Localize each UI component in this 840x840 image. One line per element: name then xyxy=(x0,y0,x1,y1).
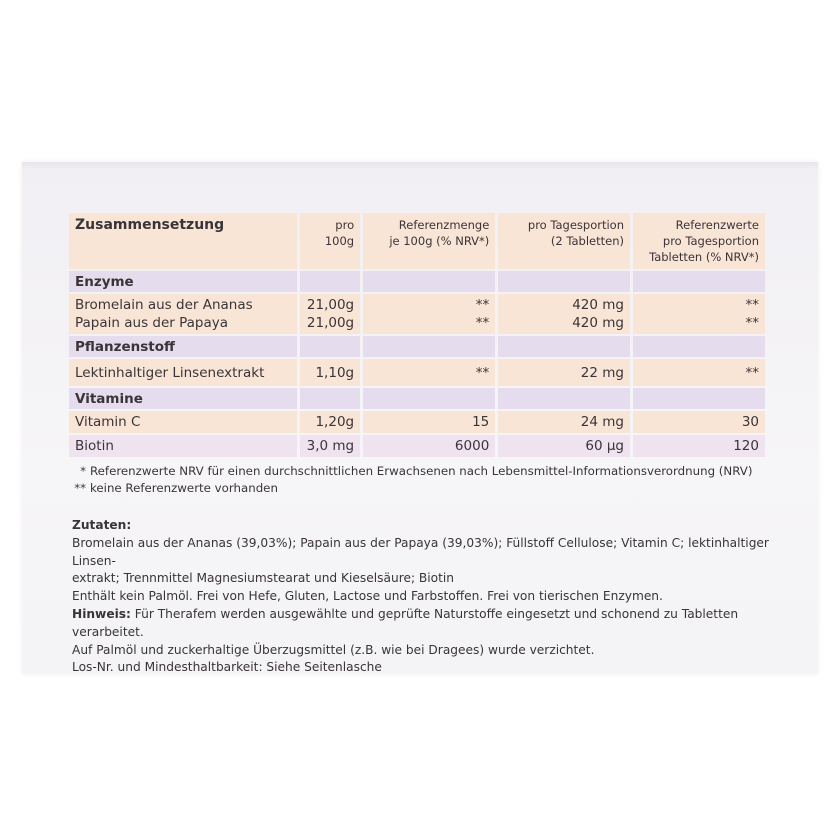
footnote-text-no-reference: keine Referenzwerte vorhanden xyxy=(90,481,278,495)
header-referenzwerte: Referenzwerte pro Tagesportion Tabletten (% NRV*) xyxy=(633,213,765,269)
cell-enzyme-names: Bromelain aus der Ananas Papain aus der Papaya xyxy=(69,294,297,334)
table-row-vitamin-c xyxy=(69,411,765,433)
cell-enzyme-refdaily: ** ** xyxy=(633,294,765,334)
cell-lektin-per100: 1,10g xyxy=(300,359,360,386)
hint-line xyxy=(72,606,792,642)
header-pro-tagesportion: pro Tagesportion (2 Tabletten) xyxy=(498,213,630,269)
table-header-row xyxy=(69,213,765,269)
footnote-text-nrv: Referenzwerte NRV für einen durchschnittlichen Erwachsenen nach Lebensmittel-Informationsverordnung (NRV) xyxy=(90,464,753,478)
header-referenzmenge: Referenzmenge je 100g (% NRV*) xyxy=(363,213,495,269)
cell-lektin-ref100: ** xyxy=(363,359,495,386)
cell-vitc-ref100: 15 xyxy=(363,411,495,433)
footnote-nrv xyxy=(66,463,752,480)
cell-biotin-name: Biotin xyxy=(69,435,297,457)
cell-biotin-daily: 60 µg xyxy=(498,435,630,457)
ingredients-line-1: Bromelain aus der Ananas (39,03%); Papain aus der Papaya (39,03%); Füllstoff Cellulose; Vitamin C; lektinhaltiger Linsen- xyxy=(72,535,769,568)
cell-lektin-daily: 22 mg xyxy=(498,359,630,386)
cell-lektin-refdaily: ** xyxy=(633,359,765,386)
table-row-enzyme-values xyxy=(69,294,765,334)
table-row-lektin xyxy=(69,359,765,386)
ingredients-line-6: Los-Nr. und Mindesthaltbarkeit: Siehe Seitenlasche xyxy=(72,660,382,675)
cell-enzyme-daily: 420 mg 420 mg xyxy=(498,294,630,334)
cell-biotin-ref100: 6000 xyxy=(363,435,495,457)
ingredients-label: Zutaten: xyxy=(72,518,132,532)
package-top-edge xyxy=(22,162,818,168)
ingredients-block xyxy=(72,517,792,677)
hint-label: Hinweis: xyxy=(72,606,131,621)
section-row-vitamine xyxy=(69,388,765,409)
header-zusammensetzung: Zusammensetzung xyxy=(69,213,297,269)
table-row-biotin xyxy=(69,435,765,457)
footnote-mark-single: * xyxy=(80,464,86,478)
footnote-no-reference xyxy=(66,480,752,497)
cell-lektin-name: Lektinhaltiger Linsenextrakt xyxy=(69,359,297,386)
cell-biotin-refdaily: 120 xyxy=(633,435,765,457)
footnotes xyxy=(66,463,752,497)
section-row-enzyme xyxy=(69,271,765,292)
section-label-enzyme: Enzyme xyxy=(69,271,297,292)
header-pro-100g: pro 100g xyxy=(300,213,360,269)
ingredients-line-3: Enthält kein Palmöl. Frei von Hefe, Gluten, Lactose und Farbstoffen. Frei von tierischen Enzymen. xyxy=(72,589,663,604)
cell-vitc-refdaily: 30 xyxy=(633,411,765,433)
section-row-pflanzenstoff xyxy=(69,336,765,357)
section-label-pflanzenstoff: Pflanzenstoff xyxy=(69,336,297,357)
cell-enzyme-ref100: ** ** xyxy=(363,294,495,334)
ingredients-line-5: Auf Palmöl und zuckerhaltige Überzugsmittel (z.B. wie bei Dragees) wurde verzichtet. xyxy=(72,642,595,657)
cell-enzyme-per100: 21,00g 21,00g xyxy=(300,294,360,334)
cell-biotin-per100: 3,0 mg xyxy=(300,435,360,457)
cell-vitc-name: Vitamin C xyxy=(69,411,297,433)
ingredients-line-2: extrakt; Trennmittel Magnesiumstearat und Kieselsäure; Biotin xyxy=(72,571,455,586)
hint-text: Für Therafem werden ausgewählte und geprüfte Naturstoffe eingesetzt und schonend zu Tabletten verarbeitet. xyxy=(72,606,739,639)
section-label-vitamine: Vitamine xyxy=(69,388,297,409)
cell-vitc-daily: 24 mg xyxy=(498,411,630,433)
footnote-mark-double: ** xyxy=(74,481,86,495)
cell-vitc-per100: 1,20g xyxy=(300,411,360,433)
composition-table xyxy=(66,211,768,459)
